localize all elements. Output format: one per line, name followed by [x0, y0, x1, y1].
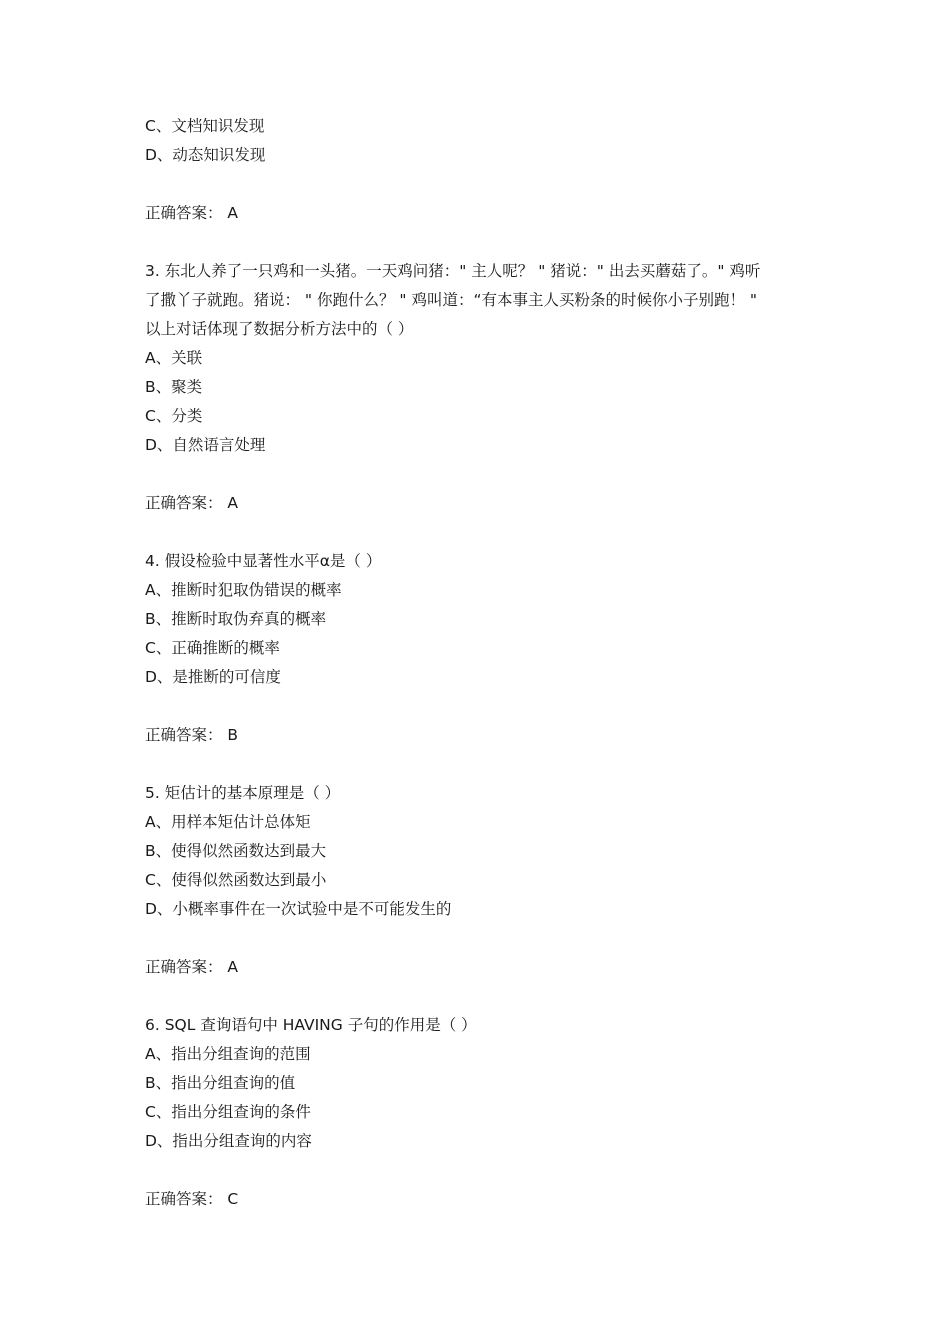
- option-d: D、自然语言处理: [145, 436, 266, 454]
- option-c: C、使得似然函数达到最小: [145, 871, 327, 889]
- correct-answer: 正确答案： A: [145, 204, 239, 222]
- option-d: D、动态知识发现: [145, 146, 266, 164]
- option-a: A、指出分组查询的范围: [145, 1045, 311, 1063]
- option-a: A、用样本矩估计总体矩: [145, 813, 311, 831]
- option-d: D、小概率事件在一次试验中是不可能发生的: [145, 900, 452, 918]
- option-d: D、是推断的可信度: [145, 668, 281, 686]
- question-stem-line: 以上对话体现了数据分析方法中的（ ）: [145, 320, 414, 338]
- correct-answer: 正确答案： A: [145, 494, 239, 512]
- question-stem-line: 3. 东北人养了一只鸡和一头猪。一天鸡问猪：" 主人呢？ " 猪说：" 出去买蘑菇了。" 鸡听: [145, 262, 761, 280]
- question-4: [145, 547, 825, 779]
- correct-answer: 正确答案： B: [145, 726, 239, 744]
- question-stem-line: 4. 假设检验中显著性水平α是（ ）: [145, 552, 382, 570]
- question-stem-line: 6. SQL 查询语句中 HAVING 子句的作用是（ ）: [145, 1016, 477, 1034]
- question-stem-line: 了撒丫子就跑。猪说： " 你跑什么？ " 鸡叫道：“有本事主人买粉条的时候你小子别跑！ ": [145, 291, 758, 309]
- question-stem-line: 5. 矩估计的基本原理是（ ）: [145, 784, 341, 802]
- question-5: [145, 779, 825, 1011]
- option-b: B、聚类: [145, 378, 203, 396]
- option-c: C、指出分组查询的条件: [145, 1103, 311, 1121]
- option-b: B、推断时取伪弃真的概率: [145, 610, 327, 628]
- option-a: A、关联: [145, 349, 203, 367]
- option-b: B、使得似然函数达到最大: [145, 842, 327, 860]
- option-b: B、指出分组查询的值: [145, 1074, 296, 1092]
- question-6: [145, 1011, 825, 1214]
- question-3: [145, 257, 825, 547]
- option-c: C、分类: [145, 407, 203, 425]
- document-page: [145, 112, 825, 1214]
- correct-answer: 正确答案： A: [145, 958, 239, 976]
- correct-answer: 正确答案： C: [145, 1190, 239, 1208]
- question-fragment: [145, 112, 825, 257]
- option-c: C、文档知识发现: [145, 117, 265, 135]
- option-d: D、指出分组查询的内容: [145, 1132, 312, 1150]
- option-c: C、正确推断的概率: [145, 639, 280, 657]
- option-a: A、推断时犯取伪错误的概率: [145, 581, 342, 599]
